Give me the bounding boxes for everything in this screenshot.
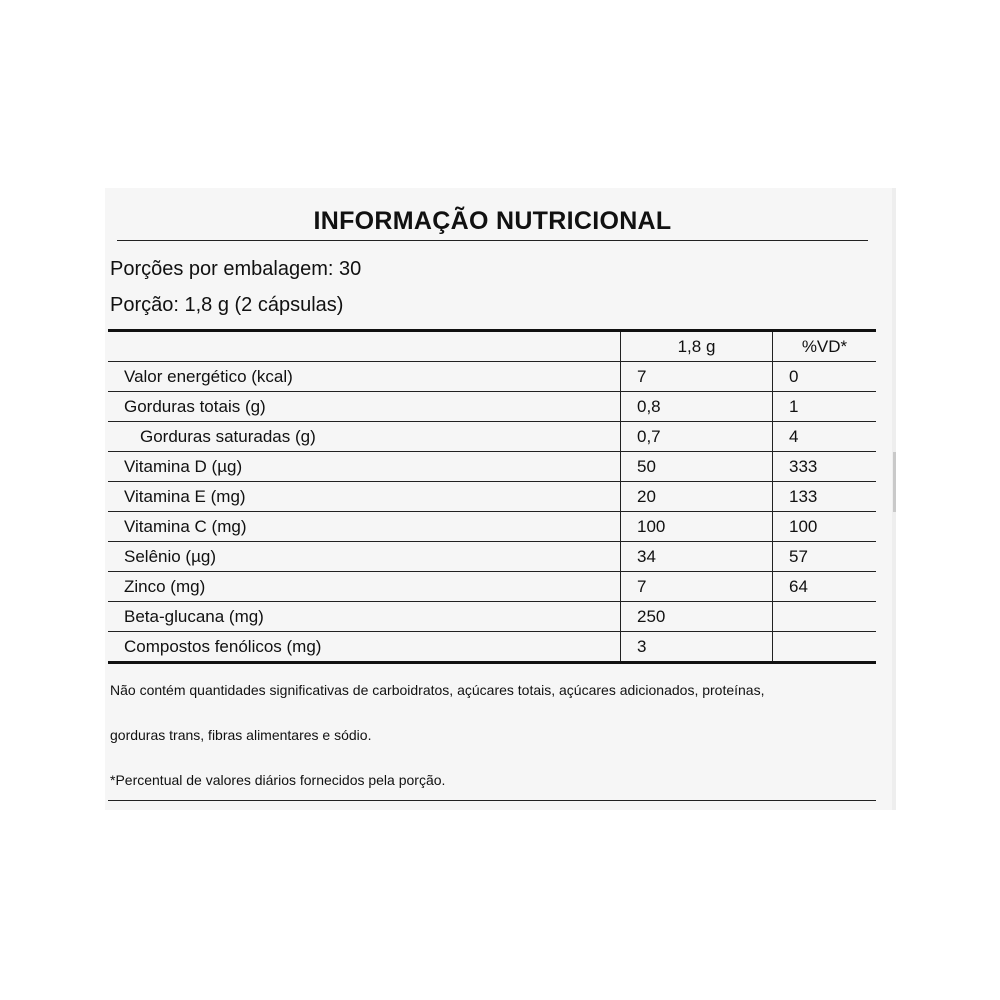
table-row	[108, 542, 876, 572]
nutrient-name: Vitamina C (mg)	[108, 512, 621, 542]
nutrient-amount: 250	[621, 602, 773, 632]
nutrient-dv	[773, 602, 877, 632]
footnote-not-significant-cont: gorduras trans, fibras alimentares e sódio.	[110, 727, 372, 743]
table-row	[108, 632, 876, 662]
nutrient-name: Vitamina E (mg)	[108, 482, 621, 512]
header-daily-value: %VD*	[773, 332, 877, 362]
nutrient-dv: 57	[773, 542, 877, 572]
scrollbar-thumb[interactable]	[893, 452, 896, 512]
footnote-daily-value: *Percentual de valores diários fornecidos pela porção.	[110, 772, 446, 788]
table-row	[108, 392, 876, 422]
nutrient-dv: 333	[773, 452, 877, 482]
nutrient-amount: 50	[621, 452, 773, 482]
nutrient-amount: 3	[621, 632, 773, 662]
nutrient-name: Vitamina D (µg)	[108, 452, 621, 482]
nutrient-dv: 133	[773, 482, 877, 512]
table-row	[108, 482, 876, 512]
nutrient-amount: 0,7	[621, 422, 773, 452]
nutrient-amount: 0,8	[621, 392, 773, 422]
nutrient-name: Selênio (µg)	[108, 542, 621, 572]
table-row	[108, 602, 876, 632]
label-bottom-rule	[108, 800, 876, 801]
nutrient-name: Beta-glucana (mg)	[108, 602, 621, 632]
nutrient-name: Compostos fenólicos (mg)	[108, 632, 621, 662]
nutrient-dv: 100	[773, 512, 877, 542]
title-divider	[117, 240, 868, 241]
servings-per-package: Porções por embalagem: 30	[110, 258, 362, 280]
nutrition-table	[108, 332, 876, 661]
table-row	[108, 452, 876, 482]
label-title: INFORMAÇÃO NUTRICIONAL	[313, 207, 672, 235]
nutrient-dv: 64	[773, 572, 877, 602]
table-header-row	[108, 332, 876, 362]
footnote-not-significant: Não contém quantidades significativas de carboidratos, açúcares totais, açúcares adicionados, proteínas,	[110, 682, 765, 698]
nutrient-amount: 7	[621, 572, 773, 602]
table-row	[108, 362, 876, 392]
nutrient-name: Gorduras totais (g)	[108, 392, 621, 422]
header-amount: 1,8 g	[621, 332, 773, 362]
portion-size: Porção: 1,8 g (2 cápsulas)	[110, 294, 344, 316]
nutrient-amount: 34	[621, 542, 773, 572]
nutrient-name: Valor energético (kcal)	[108, 362, 621, 392]
table-bottom-rule	[108, 661, 876, 664]
nutrient-amount: 100	[621, 512, 773, 542]
nutrient-name: Gorduras saturadas (g)	[108, 422, 621, 452]
nutrient-dv: 0	[773, 362, 877, 392]
nutrient-name: Zinco (mg)	[108, 572, 621, 602]
nutrient-amount: 20	[621, 482, 773, 512]
nutrient-dv: 4	[773, 422, 877, 452]
nutrient-dv: 1	[773, 392, 877, 422]
header-nutrient	[108, 332, 621, 362]
table-row	[108, 422, 876, 452]
table-row	[108, 572, 876, 602]
nutrient-dv	[773, 632, 877, 662]
table-row	[108, 512, 876, 542]
nutrient-amount: 7	[621, 362, 773, 392]
